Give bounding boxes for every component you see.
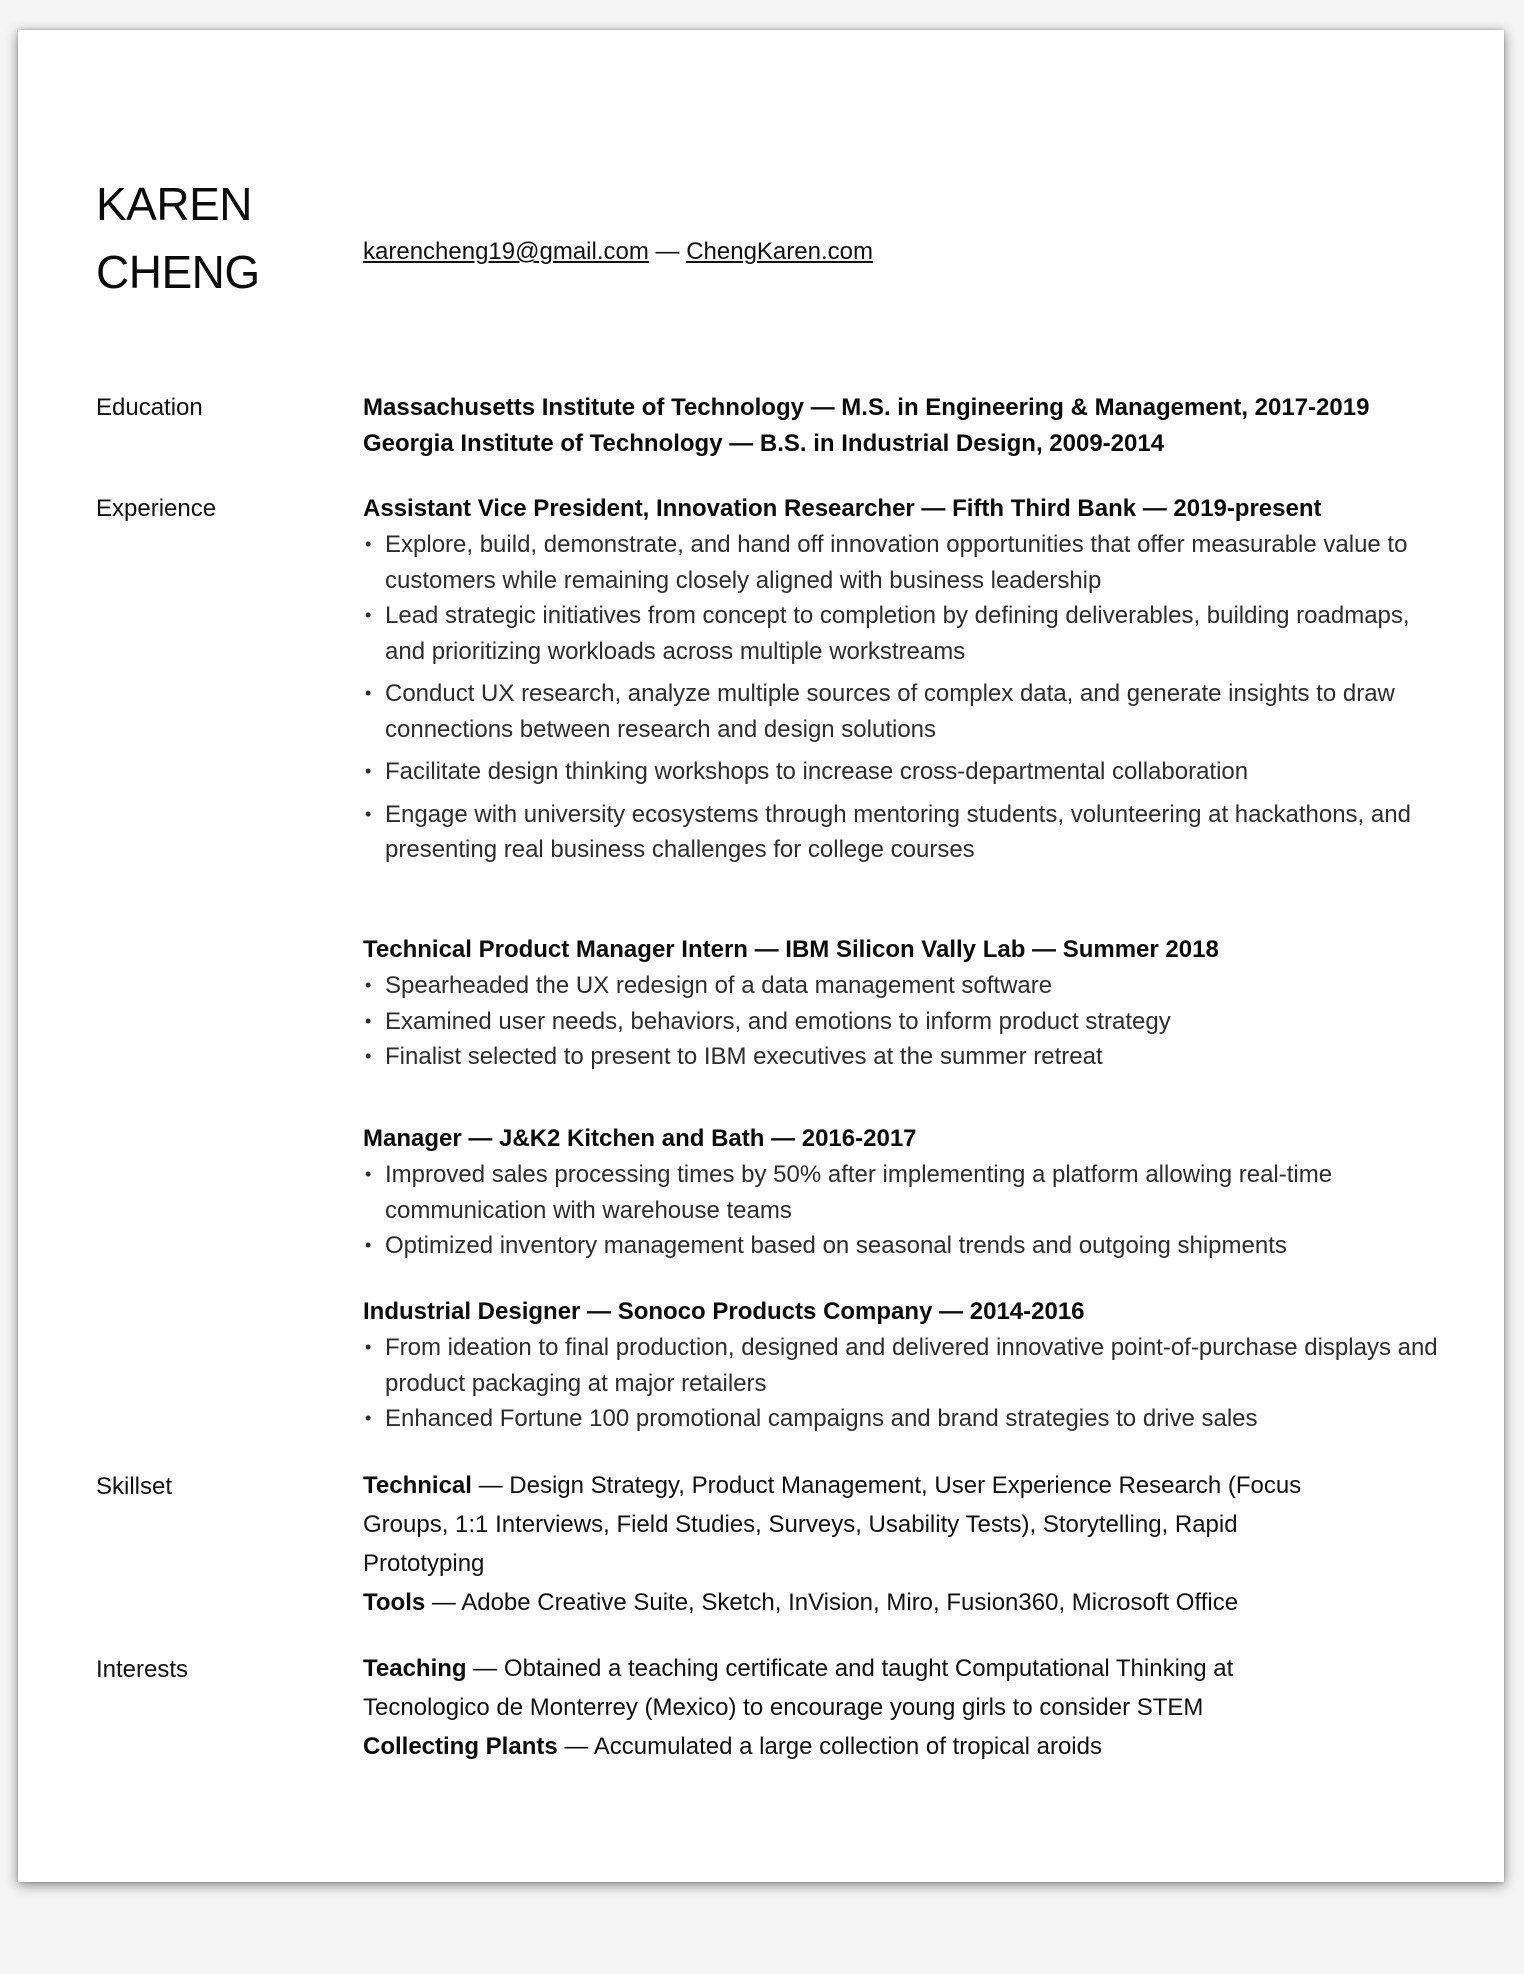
job-jk2	[363, 1121, 1443, 1264]
skillset-section	[363, 1466, 1363, 1622]
interest-teaching	[363, 1649, 1363, 1727]
experience-label: Experience	[96, 495, 217, 522]
resume-page	[18, 30, 1504, 1882]
interests-section	[363, 1649, 1363, 1766]
education-section	[363, 390, 1443, 462]
resume-header	[96, 170, 260, 306]
job-bullet: • Conduct UX research, analyze multiple sources of complex data, and generate insights to draw connections between research and design solutions	[363, 676, 1443, 747]
interest-plants	[363, 1727, 1363, 1766]
job-ibm	[363, 932, 1443, 1075]
skill-technical	[363, 1466, 1363, 1583]
job-bullets	[363, 527, 1443, 868]
contact-line	[363, 238, 873, 266]
job-title: Industrial Designer — Sonoco Products Company — 2014-2016	[363, 1298, 1085, 1325]
name-last: CHENG	[96, 246, 260, 298]
email-link[interactable]: karencheng19@gmail.com	[363, 238, 649, 265]
job-bullet: • Examined user needs, behaviors, and emotions to inform product strategy	[363, 1004, 1443, 1040]
job-bullet: • Enhanced Fortune 100 promotional campaigns and brand strategies to drive sales	[363, 1401, 1443, 1437]
job-sonoco	[363, 1294, 1443, 1437]
interest-plants-label: Collecting Plants	[363, 1733, 558, 1760]
job-title: Technical Product Manager Intern — IBM Silicon Vally Lab — Summer 2018	[363, 936, 1219, 963]
job-bullet: • Optimized inventory management based on seasonal trends and outgoing shipments	[363, 1228, 1443, 1264]
job-bullet: • Lead strategic initiatives from concept to completion by defining deliverables, building roadmaps, and prioritizing workloads across multiple workstreams	[363, 598, 1443, 669]
skill-tools-label: Tools	[363, 1589, 426, 1616]
skill-technical-label: Technical	[363, 1472, 472, 1499]
name-first: KAREN	[96, 178, 252, 230]
job-title: Assistant Vice President, Innovation Researcher — Fifth Third Bank — 2019-present	[363, 495, 1322, 522]
contact-separator: —	[655, 238, 680, 265]
job-bullets	[363, 1330, 1443, 1437]
skill-tools-text: — Adobe Creative Suite, Sketch, InVision, Miro, Fusion360, Microsoft Office	[425, 1589, 1239, 1616]
job-bullet: • Explore, build, demonstrate, and hand off innovation opportunities that offer measurable value to customers while remaining closely aligned with business leadership	[363, 527, 1443, 598]
education-label: Education	[96, 394, 203, 421]
skillset-label: Skillset	[96, 1473, 173, 1500]
education-entry: Massachusetts Institute of Technology — M.S. in Engineering & Management, 2017-2019	[363, 394, 1370, 421]
skill-technical-text: — Design Strategy, Product Management, User Experience Research (Focus Groups, 1:1 Interviews, Field Studies, Surveys, Usability Tests), Storytelling, Rapid Prototyping	[363, 1472, 1302, 1577]
job-bullet: • Spearheaded the UX redesign of a data management software	[363, 968, 1443, 1004]
education-entry: Georgia Institute of Technology — B.S. in Industrial Design, 2009-2014	[363, 430, 1165, 457]
job-title: Manager — J&K2 Kitchen and Bath — 2016-2017	[363, 1125, 917, 1152]
job-bullet: • Finalist selected to present to IBM executives at the summer retreat	[363, 1039, 1443, 1075]
interest-plants-text: — Accumulated a large collection of tropical aroids	[557, 1733, 1102, 1760]
job-bullet: • Engage with university ecosystems through mentoring students, volunteering at hackathons, and presenting real business challenges for college courses	[363, 797, 1443, 868]
job-bullet: • Facilitate design thinking workshops to increase cross-departmental collaboration	[363, 754, 1443, 790]
interests-label: Interests	[96, 1656, 189, 1683]
job-bullet: • From ideation to final production, designed and delivered innovative point-of-purchase displays and product packaging at major retailers	[363, 1330, 1443, 1401]
interest-teaching-text: — Obtained a teaching certificate and taught Computational Thinking at Tecnologico de Monterrey (Mexico) to encourage young girls to consider STEM	[363, 1655, 1234, 1721]
website-link[interactable]: ChengKaren.com	[686, 238, 873, 265]
interest-teaching-label: Teaching	[363, 1655, 467, 1682]
job-bullets	[363, 1157, 1443, 1264]
job-fifth-third	[363, 491, 1443, 875]
skill-tools	[363, 1583, 1363, 1622]
job-bullet: • Improved sales processing times by 50% after implementing a platform allowing real-time communication with warehouse teams	[363, 1157, 1443, 1228]
job-bullets	[363, 968, 1443, 1075]
